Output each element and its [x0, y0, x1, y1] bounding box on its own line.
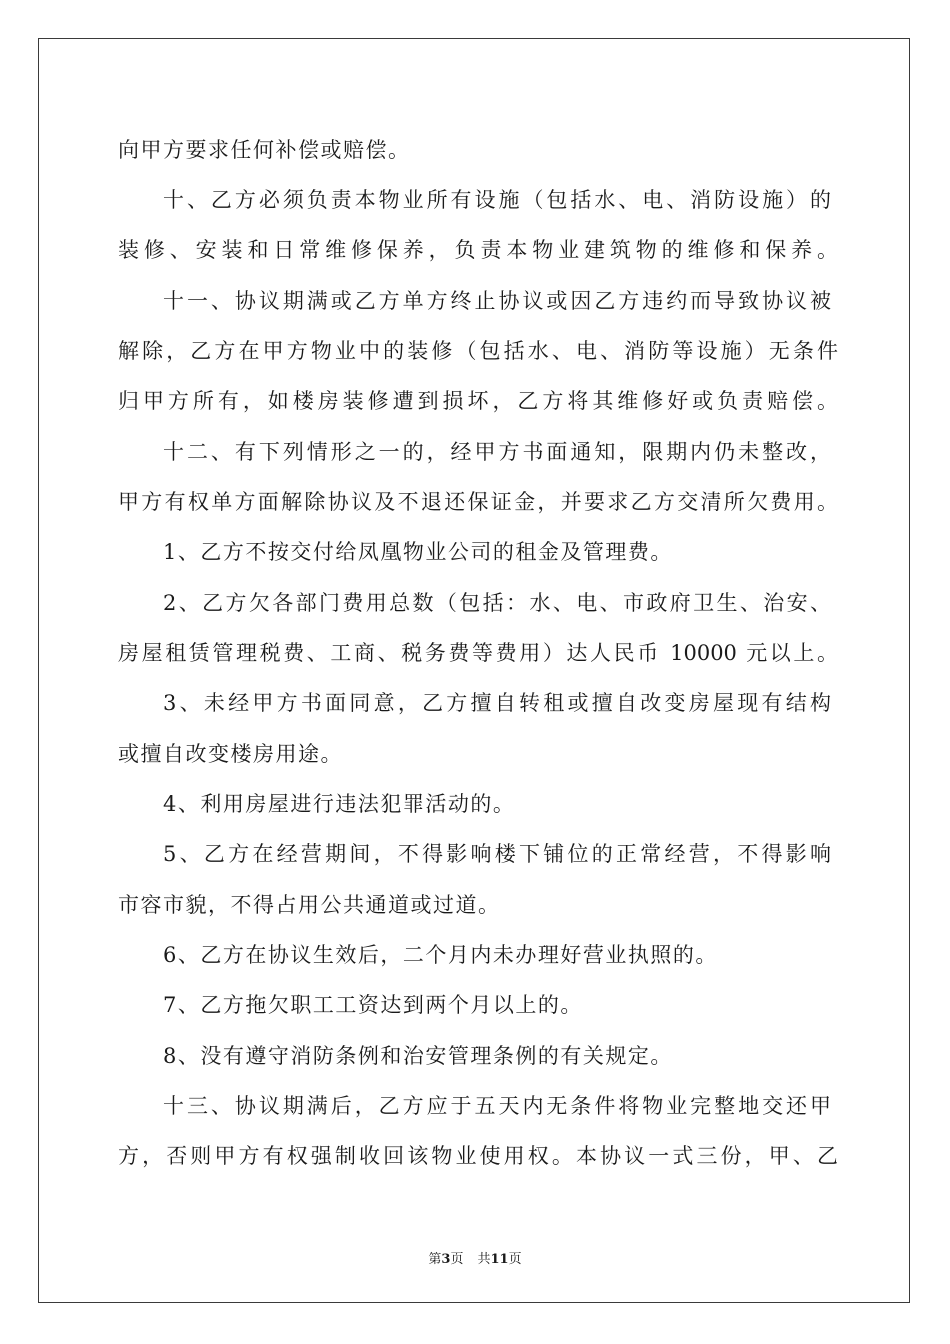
text-line: 向甲方要求任何补偿或赔偿。	[118, 138, 411, 162]
page-suffix: 页	[450, 1252, 464, 1267]
text-line: 房屋租赁管理税费、工商、税务费等费用）达人民币 10000 元以上。	[118, 641, 838, 665]
total-prefix: 共	[477, 1252, 491, 1267]
text-line: 或擅自改变楼房用途。	[118, 742, 343, 766]
list-item: 3、未经甲方书面同意，乙方擅自转租或擅自改变房屋现有结构	[163, 691, 831, 715]
paragraph-start: 十、乙方必须负责本物业所有设施（包括水、电、消防设施）的	[163, 188, 831, 212]
text-line: 解除，乙方在甲方物业中的装修（包括水、电、消防等设施）无条件	[118, 339, 838, 363]
text-line: 方，否则甲方有权强制收回该物业使用权。本协议一式三份，甲、乙	[118, 1144, 838, 1168]
text-line: 市容市貌，不得占用公共通道或过道。	[118, 893, 501, 917]
paragraph-start: 十二、有下列情形之一的，经甲方书面通知，限期内仍未整改，	[163, 440, 831, 464]
list-item: 6、乙方在协议生效后，二个月内未办理好营业执照的。	[163, 943, 718, 967]
list-item: 2、乙方欠各部门费用总数（包括：水、电、市政府卫生、治安、	[163, 591, 831, 615]
list-item: 8、没有遵守消防条例和治安管理条例的有关规定。	[163, 1044, 673, 1068]
paragraph-start: 十一、协议期满或乙方单方终止协议或因乙方违约而导致协议被	[163, 289, 831, 313]
total-suffix: 页	[508, 1252, 522, 1267]
list-item: 1、乙方不按交付给凤凰物业公司的租金及管理费。	[163, 540, 673, 564]
page-prefix: 第	[428, 1252, 442, 1267]
list-item: 4、利用房屋进行违法犯罪活动的。	[163, 792, 516, 816]
text-line: 装修、安装和日常维修保养，负责本物业建筑物的维修和保养。	[118, 238, 838, 262]
total-pages: 11	[490, 1252, 509, 1267]
paragraph-start: 十三、协议期满后，乙方应于五天内无条件将物业完整地交还甲	[163, 1094, 831, 1118]
page-number: 3	[441, 1252, 451, 1267]
list-item: 5、乙方在经营期间，不得影响楼下铺位的正常经营，不得影响	[163, 842, 831, 866]
text-line: 甲方有权单方面解除协议及不退还保证金，并要求乙方交清所欠费用。	[118, 490, 838, 514]
text-line: 归甲方所有，如楼房装修遭到损坏，乙方将其维修好或负责赔偿。	[118, 389, 838, 413]
page-footer	[0, 1248, 950, 1267]
list-item: 7、乙方拖欠职工工资达到两个月以上的。	[163, 993, 583, 1017]
